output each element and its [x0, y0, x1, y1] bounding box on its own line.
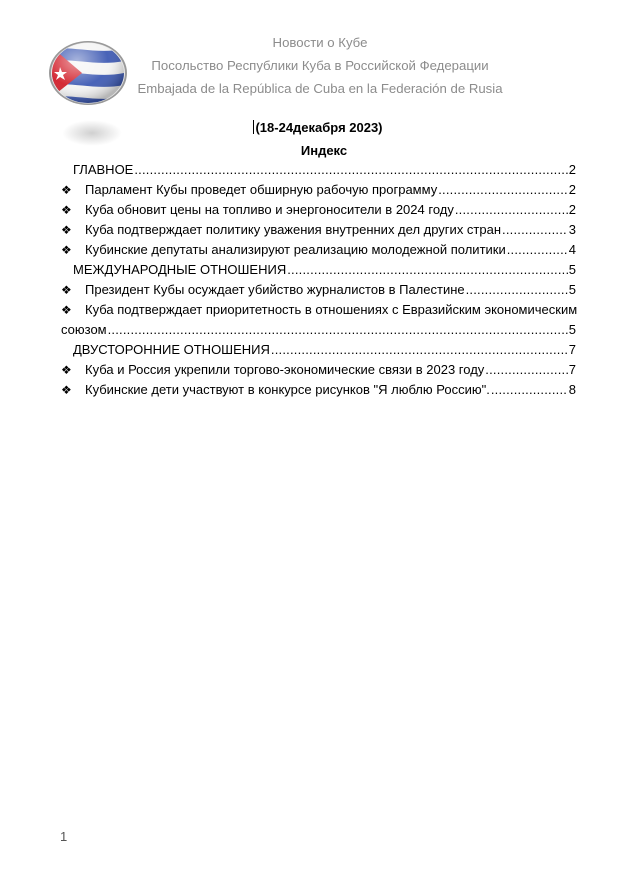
header-embassy-es: Embajada de la República de Cuba en la Federación de Rusia	[137, 81, 503, 96]
toc-item-continuation[interactable]: союзом ..... 5	[61, 320, 576, 340]
bullet-icon: ❖	[61, 203, 72, 217]
toc-item[interactable]: ❖ Куба подтверждает приоритетность в отношениях с Евразийским экономическим	[61, 300, 576, 320]
bullet-icon: ❖	[61, 183, 72, 197]
table-of-contents	[61, 160, 576, 400]
toc-item[interactable]: ❖ Куба и Россия укрепили торгово-экономические связи в 2023 году ..... 7	[61, 360, 576, 380]
date-range: (18-24декабря 2023)	[255, 120, 383, 135]
bullet-icon: ❖	[61, 283, 72, 297]
bullet-icon: ❖	[61, 303, 72, 317]
index-title: Индекс	[300, 143, 348, 158]
bullet-icon: ❖	[61, 243, 72, 257]
toc-item[interactable]: ❖ Кубинские депутаты анализируют реализацию молодежной политики ..... 4	[61, 240, 576, 260]
header-embassy-ru: Посольство Республики Куба в Российской Федерации	[151, 58, 489, 73]
toc-section-international[interactable]: МЕЖДУНАРОДНЫЕ ОТНОШЕНИЯ ..... 5	[61, 260, 576, 280]
bullet-icon: ❖	[61, 223, 72, 237]
header-title: Новости о Кубе	[272, 35, 368, 50]
toc-section-bilateral[interactable]: ДВУСТОРОННИЕ ОТНОШЕНИЯ ..... 7	[61, 340, 576, 360]
page-number: 1	[60, 829, 68, 844]
toc-item[interactable]: ❖ Парламент Кубы проведет обширную рабочую программу ..... 2	[61, 180, 576, 200]
toc-item[interactable]: ❖ Президент Кубы осуждает убийство журналистов в Палестине ..... 5	[61, 280, 576, 300]
toc-item[interactable]: ❖ Куба обновит цены на топливо и энергоносители в 2024 году ..... 2	[61, 200, 576, 220]
bullet-icon: ❖	[61, 363, 72, 377]
toc-section-main[interactable]: ГЛАВНОЕ ..... 2	[61, 160, 576, 180]
toc-item[interactable]: ❖ Кубинские дети участвуют в конкурсе рисунков "Я люблю Россию". ..... 8	[61, 380, 576, 400]
toc-item[interactable]: ❖ Куба подтверждает политику уважения внутренних дел других стран ..... 3	[61, 220, 576, 240]
bullet-icon: ❖	[61, 383, 72, 397]
